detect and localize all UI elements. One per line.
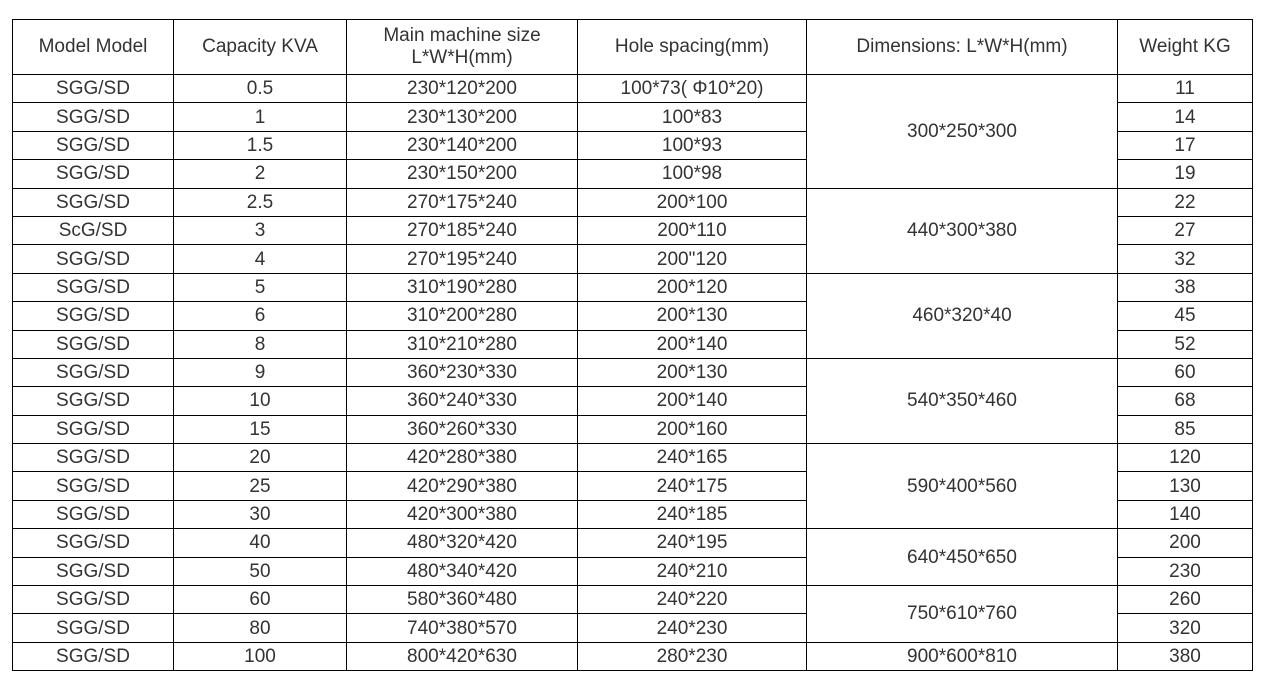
cell-capacity: 20 [174,444,347,472]
spec-table [12,19,1253,671]
cell-weight: 32 [1118,245,1253,273]
cell-capacity: 9 [174,358,347,386]
cell-machine-size: 310*200*280 [347,302,578,330]
cell-model: SGG/SD [13,415,174,443]
header-dimensions: Dimensions: L*W*H(mm) [807,20,1118,75]
cell-machine-size: 310*190*280 [347,273,578,301]
cell-weight: 52 [1118,330,1253,358]
header-hole-spacing: Hole spacing(mm) [578,20,807,75]
cell-capacity: 100 [174,642,347,670]
cell-dimensions: 460*320*40 [807,273,1118,358]
cell-weight: 14 [1118,103,1253,131]
cell-dimensions: 750*610*760 [807,586,1118,643]
cell-model: SGG/SD [13,131,174,159]
cell-model: SGG/SD [13,160,174,188]
cell-weight: 19 [1118,160,1253,188]
cell-weight: 230 [1118,557,1253,585]
cell-machine-size: 420*290*380 [347,472,578,500]
table-row [13,273,1253,301]
cell-machine-size: 310*210*280 [347,330,578,358]
cell-hole-spacing: 200"120 [578,245,807,273]
cell-model: ScG/SD [13,216,174,244]
cell-machine-size: 360*260*330 [347,415,578,443]
cell-weight: 380 [1118,642,1253,670]
header-row [13,20,1253,75]
cell-model: SGG/SD [13,302,174,330]
cell-model: SGG/SD [13,444,174,472]
cell-machine-size: 480*340*420 [347,557,578,585]
cell-machine-size: 420*300*380 [347,500,578,528]
cell-capacity: 50 [174,557,347,585]
cell-weight: 27 [1118,216,1253,244]
cell-model: SGG/SD [13,472,174,500]
cell-dimensions: 540*350*460 [807,358,1118,443]
cell-machine-size: 480*320*420 [347,529,578,557]
cell-model: SGG/SD [13,500,174,528]
cell-hole-spacing: 200*120 [578,273,807,301]
cell-hole-spacing: 280*230 [578,642,807,670]
cell-dimensions: 300*250*300 [807,75,1118,189]
header-machine-size-line2: L*W*H(mm) [411,47,513,68]
cell-machine-size: 230*130*200 [347,103,578,131]
cell-capacity: 80 [174,614,347,642]
cell-hole-spacing: 240*220 [578,586,807,614]
cell-hole-spacing: 200*110 [578,216,807,244]
cell-capacity: 25 [174,472,347,500]
cell-hole-spacing: 100*73( Φ10*20) [578,75,807,103]
cell-capacity: 3 [174,216,347,244]
cell-capacity: 1 [174,103,347,131]
cell-weight: 320 [1118,614,1253,642]
cell-machine-size: 740*380*570 [347,614,578,642]
cell-dimensions: 440*300*380 [807,188,1118,273]
table-row [13,188,1253,216]
cell-hole-spacing: 100*83 [578,103,807,131]
cell-hole-spacing: 100*98 [578,160,807,188]
cell-hole-spacing: 200*160 [578,415,807,443]
cell-weight: 130 [1118,472,1253,500]
cell-hole-spacing: 200*140 [578,387,807,415]
cell-weight: 140 [1118,500,1253,528]
header-model: Model Model [13,20,174,75]
cell-model: SGG/SD [13,75,174,103]
cell-capacity: 10 [174,387,347,415]
cell-hole-spacing: 240*165 [578,444,807,472]
header-capacity: Capacity KVA [174,20,347,75]
table-row [13,358,1253,386]
cell-weight: 120 [1118,444,1253,472]
cell-hole-spacing: 240*210 [578,557,807,585]
cell-hole-spacing: 100*93 [578,131,807,159]
cell-weight: 22 [1118,188,1253,216]
cell-model: SGG/SD [13,273,174,301]
table-row [13,444,1253,472]
cell-capacity: 40 [174,529,347,557]
table-row [13,529,1253,557]
cell-dimensions: 590*400*560 [807,444,1118,529]
cell-capacity: 15 [174,415,347,443]
cell-dimensions: 640*450*650 [807,529,1118,586]
cell-weight: 260 [1118,586,1253,614]
cell-model: SGG/SD [13,614,174,642]
cell-machine-size: 270*175*240 [347,188,578,216]
cell-model: SGG/SD [13,557,174,585]
cell-hole-spacing: 200*100 [578,188,807,216]
cell-hole-spacing: 240*175 [578,472,807,500]
cell-weight: 38 [1118,273,1253,301]
table-body [13,75,1253,671]
cell-capacity: 6 [174,302,347,330]
cell-hole-spacing: 240*195 [578,529,807,557]
cell-capacity: 30 [174,500,347,528]
cell-capacity: 0.5 [174,75,347,103]
cell-weight: 85 [1118,415,1253,443]
cell-model: SGG/SD [13,586,174,614]
cell-machine-size: 270*195*240 [347,245,578,273]
cell-hole-spacing: 240*185 [578,500,807,528]
cell-dimensions: 900*600*810 [807,642,1118,670]
cell-capacity: 2 [174,160,347,188]
cell-hole-spacing: 200*130 [578,302,807,330]
cell-weight: 68 [1118,387,1253,415]
table-row [13,642,1253,670]
cell-machine-size: 270*185*240 [347,216,578,244]
cell-machine-size: 800*420*630 [347,642,578,670]
cell-weight: 11 [1118,75,1253,103]
header-weight: Weight KG [1118,20,1253,75]
cell-hole-spacing: 200*140 [578,330,807,358]
cell-capacity: 60 [174,586,347,614]
cell-capacity: 2.5 [174,188,347,216]
cell-weight: 200 [1118,529,1253,557]
cell-model: SGG/SD [13,642,174,670]
header-machine-size-line1: Main machine size [383,25,541,46]
cell-weight: 60 [1118,358,1253,386]
cell-machine-size: 230*120*200 [347,75,578,103]
cell-model: SGG/SD [13,387,174,415]
cell-capacity: 5 [174,273,347,301]
cell-model: SGG/SD [13,330,174,358]
cell-capacity: 4 [174,245,347,273]
cell-model: SGG/SD [13,188,174,216]
cell-machine-size: 230*150*200 [347,160,578,188]
cell-machine-size: 580*360*480 [347,586,578,614]
cell-machine-size: 360*240*330 [347,387,578,415]
cell-machine-size: 420*280*380 [347,444,578,472]
cell-model: SGG/SD [13,245,174,273]
cell-weight: 17 [1118,131,1253,159]
cell-model: SGG/SD [13,358,174,386]
cell-capacity: 8 [174,330,347,358]
cell-machine-size: 230*140*200 [347,131,578,159]
cell-model: SGG/SD [13,103,174,131]
cell-weight: 45 [1118,302,1253,330]
table-row [13,586,1253,614]
cell-machine-size: 360*230*330 [347,358,578,386]
table-row [13,75,1253,103]
cell-hole-spacing: 240*230 [578,614,807,642]
cell-model: SGG/SD [13,529,174,557]
header-machine-size [347,20,578,75]
cell-hole-spacing: 200*130 [578,358,807,386]
cell-capacity: 1.5 [174,131,347,159]
